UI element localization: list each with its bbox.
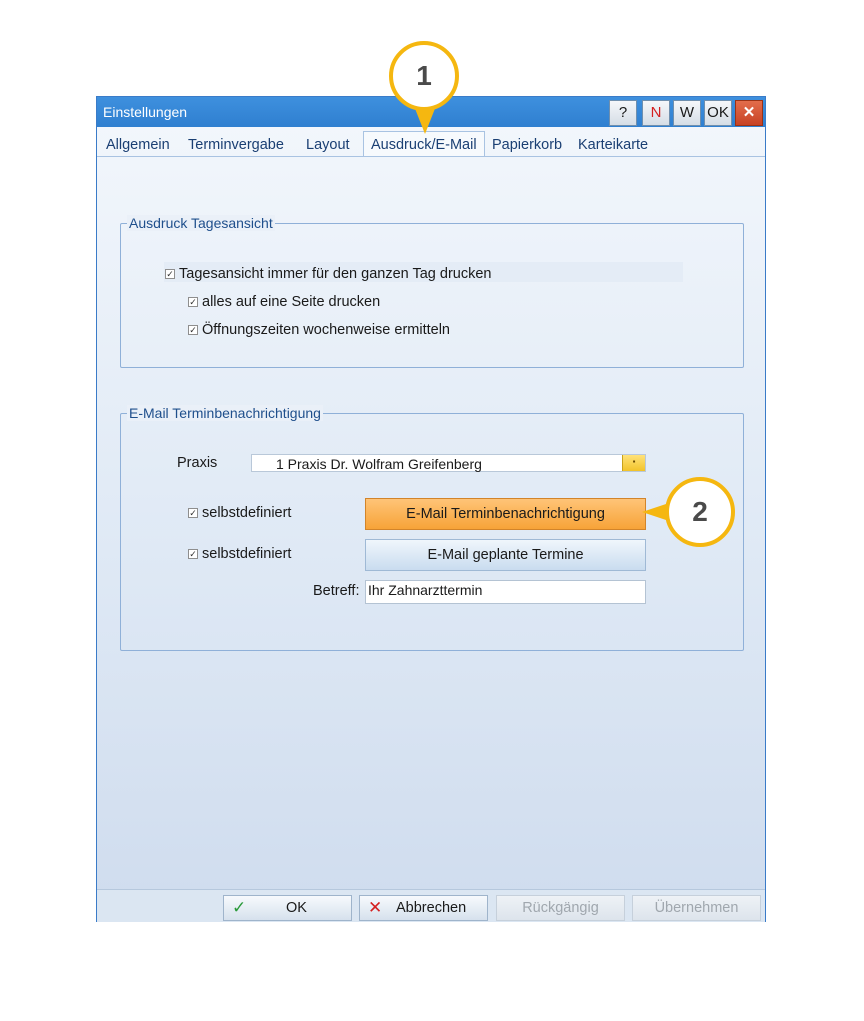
email-planned-button[interactable]: E-Mail geplante Termine <box>365 539 646 571</box>
dropdown-arrow-icon[interactable]: ▪ <box>622 455 645 471</box>
close-button[interactable]: ✕ <box>735 100 763 126</box>
tab-allgemein[interactable]: Allgemein <box>106 137 170 153</box>
help-button[interactable]: ? <box>609 100 637 126</box>
label-custom-2: selbstdefiniert <box>202 546 292 562</box>
email-notification-button[interactable]: E-Mail Terminbenachrichtigung <box>365 498 646 530</box>
praxis-label: Praxis <box>177 455 218 471</box>
subject-input[interactable]: Ihr Zahnarzttermin <box>365 580 646 604</box>
label-custom-1: selbstdefiniert <box>202 505 292 521</box>
print-option-opening-hours[interactable] <box>188 322 450 338</box>
tab-papierkorb[interactable]: Papierkorb <box>492 137 563 153</box>
ok-label: OK <box>286 900 307 916</box>
checkbox-opening-hours[interactable]: ✓ <box>189 325 197 335</box>
ok-button[interactable] <box>223 895 352 921</box>
custom-option-2[interactable] <box>188 546 291 562</box>
checkbox-full-day[interactable]: ✓ <box>166 269 174 279</box>
print-option-full-day[interactable] <box>165 266 491 282</box>
tab-ausdruck-email[interactable]: Ausdruck/E-Mail <box>363 131 485 156</box>
checkbox-custom-2[interactable]: ✓ <box>189 549 197 559</box>
email-group-legend: E-Mail Terminbenachrichtigung <box>129 405 321 421</box>
label-full-day: Tagesansicht immer für den ganzen Tag drucken <box>179 266 492 282</box>
tab-terminvergabe[interactable]: Terminvergabe <box>188 137 284 153</box>
tab-layout[interactable]: Layout <box>306 137 350 153</box>
checkbox-one-page[interactable]: ✓ <box>189 297 197 307</box>
print-group-legend: Ausdruck Tagesansicht <box>129 215 273 231</box>
checkmark-icon: ✓ <box>232 898 247 917</box>
ok-title-button[interactable]: OK <box>704 100 732 126</box>
checkbox-custom-1[interactable]: ✓ <box>189 508 197 518</box>
praxis-select[interactable] <box>251 454 646 472</box>
apply-button[interactable]: Übernehmen <box>632 895 761 921</box>
label-opening-hours: Öffnungszeiten wochenweise ermitteln <box>202 322 450 338</box>
custom-option-1[interactable] <box>188 505 291 521</box>
w-button[interactable]: W <box>673 100 701 126</box>
praxis-select-value: 1 Praxis Dr. Wolfram Greifenberg <box>276 456 482 472</box>
window-title: Einstellungen <box>103 104 188 120</box>
callout-1: 1 <box>389 41 459 111</box>
undo-button[interactable]: Rückgängig <box>496 895 625 921</box>
tab-karteikarte[interactable]: Karteikarte <box>578 137 649 153</box>
cancel-label: Abbrechen <box>396 900 467 916</box>
cancel-button[interactable] <box>359 895 488 921</box>
callout-2: 2 <box>665 477 735 547</box>
cross-icon: ✕ <box>368 898 383 917</box>
print-option-one-page[interactable] <box>188 294 380 310</box>
subject-label: Betreff: <box>313 583 360 599</box>
label-one-page: alles auf eine Seite drucken <box>202 294 381 310</box>
n-button[interactable]: N <box>642 100 670 126</box>
dialog-footer <box>97 889 765 922</box>
